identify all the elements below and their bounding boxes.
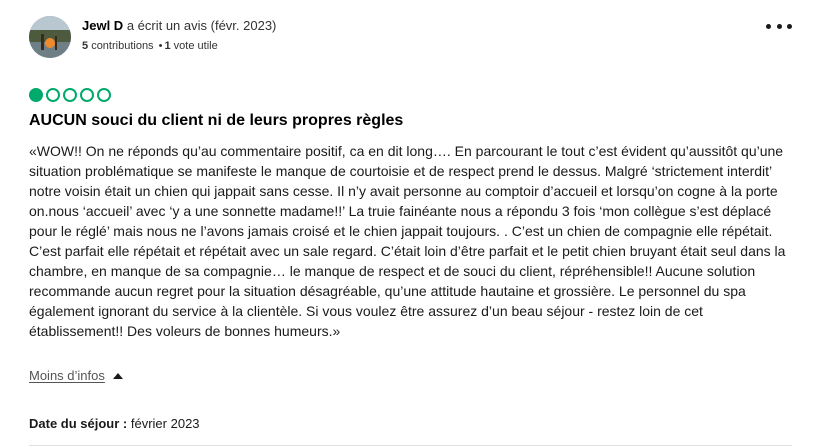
- author-line: [82, 18, 276, 34]
- less-info-toggle[interactable]: [29, 368, 123, 383]
- more-options-icon[interactable]: [766, 18, 792, 34]
- less-info-label: Moins d’infos: [29, 368, 105, 383]
- divider: [29, 445, 792, 446]
- helpful-count: 1: [164, 40, 171, 52]
- more-dot: [777, 24, 782, 29]
- rating-bubbles: [29, 88, 111, 102]
- rating-bubble-empty: [97, 88, 111, 102]
- more-dot: [766, 24, 771, 29]
- stay-date-label: Date du séjour :: [29, 416, 128, 431]
- stats-separator: •: [158, 40, 163, 52]
- more-dot: [787, 24, 792, 29]
- author-name[interactable]: Jewl D: [82, 18, 124, 33]
- rating-bubble-empty: [80, 88, 94, 102]
- caret-up-icon: [113, 373, 123, 379]
- avatar[interactable]: [29, 16, 71, 58]
- author-action: a écrit un avis (févr. 2023): [126, 18, 277, 33]
- review-title: AUCUN souci du client ni de leurs propres règles: [29, 112, 404, 129]
- avatar-image: [29, 16, 71, 58]
- helpful-label: vote utile: [173, 40, 218, 52]
- rating-bubble-empty: [46, 88, 60, 102]
- contributions-count: 5: [82, 40, 89, 52]
- contributions-label: contributions: [91, 40, 154, 52]
- stay-date-value: février 2023: [130, 416, 200, 431]
- rating-bubble-filled: [29, 88, 43, 102]
- author-stats: [82, 39, 218, 53]
- review-body: «WOW!! On ne réponds qu’au commentaire positif, ca en dit long…. En parcourant le tout c’est évident qu’aussitôt qu’une situation problématique se manifeste le manque de courtoisie et de respect prend le dessus. Malgré ‘strictement interdit’ notre voisin était un chien qui jappait sans cesse. Il n’y avait personne au comptoir d’accueil et lorsqu’on cogne à la porte on.nous ‘accueil’ avec ‘y a une sonnette madame!!’ La truie fainéante nous a répondu 3 fois ‘mon collègue s’est déplacé pour le réglé’ mais nous ne l’avons jamais croisé et le chien jappait toujours. . C’est un chien de compagnie elle répétait. C’est parfait elle répétait et répétait avec un sale regard. C’était loin d’être parfait et le petit chien bruyant était seul dans la chambre, en manque de sa compagnie… le manque de respect et de souci du client, répréhensible!! Aucune solution recommande aucun regret pour la situation désagréable, qu’une attitude hautaine et grossière. Le personnel du spa également ignorant du service à la clientèle. Si vous voulez être assurez d’un beau séjour - restez loin de cet établissement!! Des voleurs de bonnes humeurs.»: [29, 143, 786, 339]
- stay-date: [29, 416, 200, 432]
- rating-bubble-empty: [63, 88, 77, 102]
